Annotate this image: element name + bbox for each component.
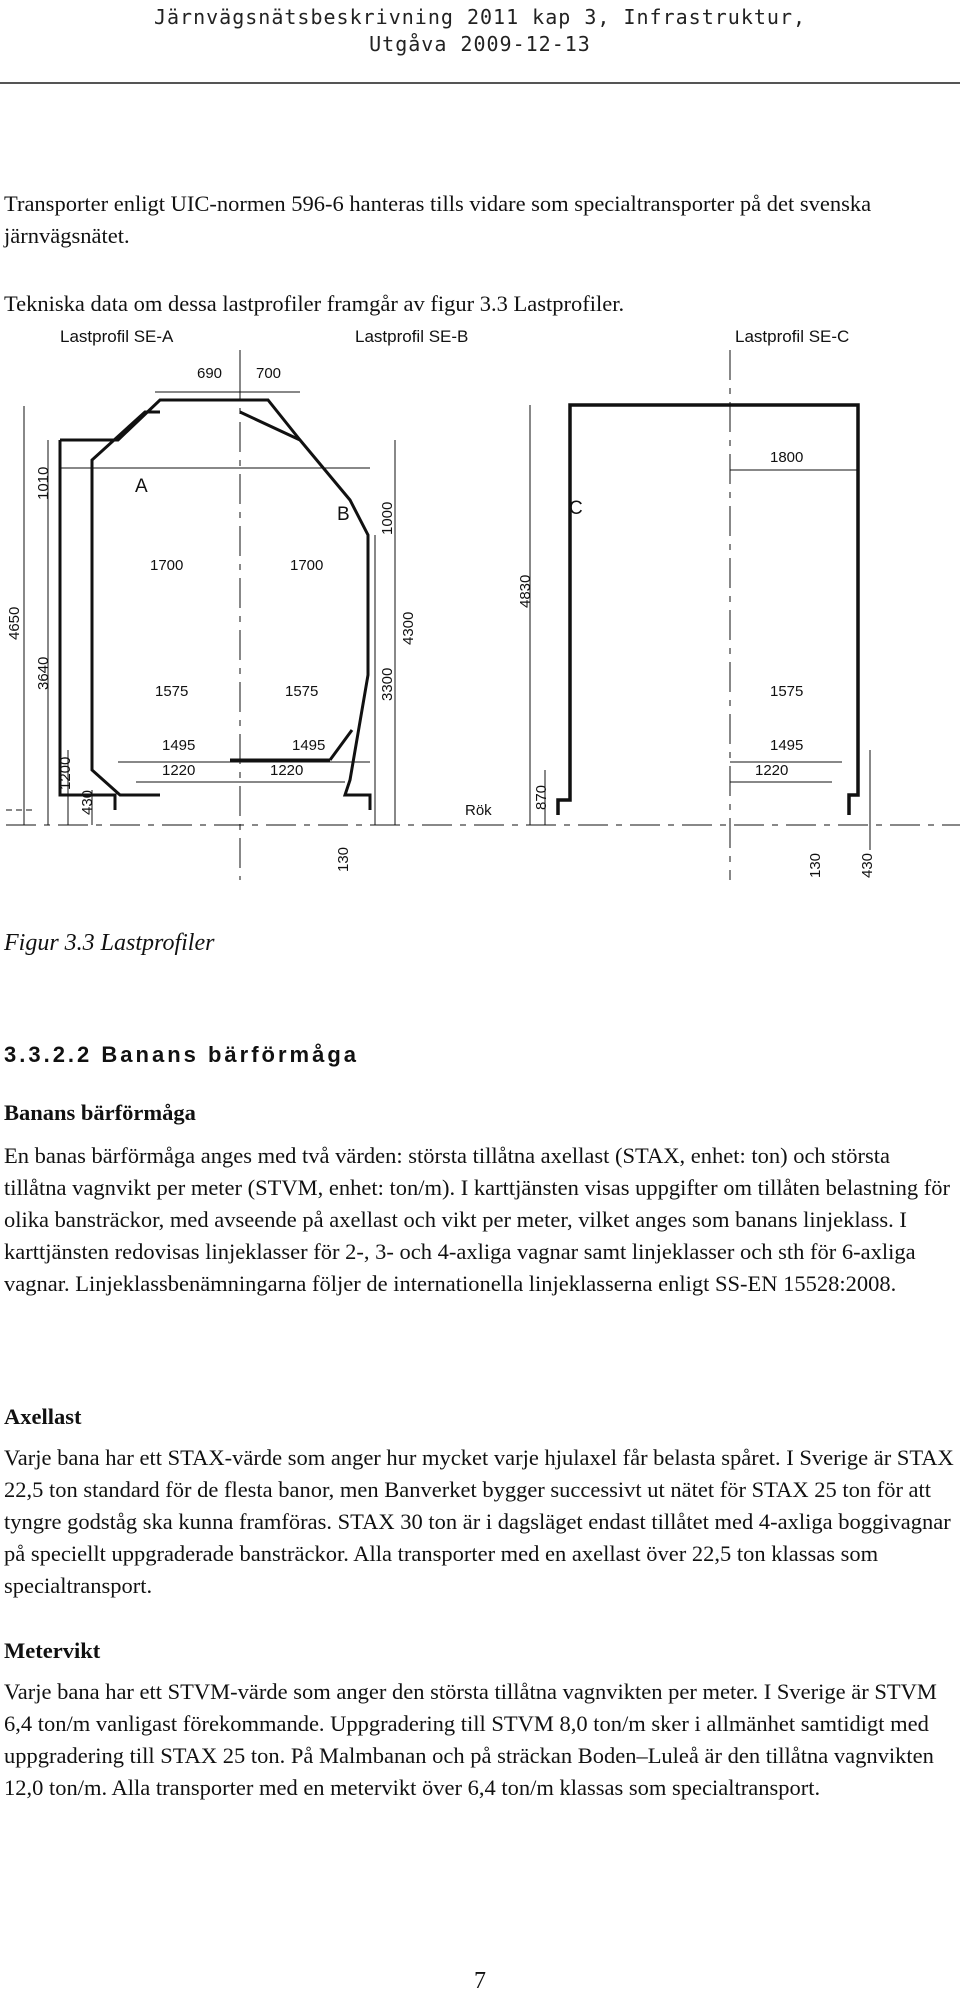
header-line-1: Järnvägsnätsbeskrivning 2011 kap 3, Infrastruktur, — [153, 5, 807, 29]
bearing-capacity-paragraph: En banas bärförmåga anges med två värden: största tillåtna axellast (STAX, enhet: ton) och största tillåtna vagnvikt per meter (STVM, enhet: ton/m). I karttjänsten visas uppgifter om tillåten belastning för olika bansträckor, med avseende på axellast och vikt per meter, vilket anges som banans linjeklass. I karttjänsten redovisas linjeklasser för 2-, 3- och 4-axliga vagnar samt linjeklasser och sth för 6-axliga vagnar. Linjeklassbenämningarna följer de internationella linjeklasserna enligt SS-EN 15528:2008. — [4, 1143, 951, 1296]
title-se-a: Lastprofil SE-A — [60, 327, 174, 346]
dim-1575c: 1575 — [770, 683, 804, 700]
dim-4830: 4830 — [517, 574, 534, 608]
dim-690: 690 — [197, 365, 223, 382]
dim-430a: 430 — [79, 789, 96, 815]
header-divider — [0, 82, 960, 84]
dim-1575b: 1575 — [285, 683, 319, 700]
dim-430b: 430 — [859, 852, 876, 878]
dim-870: 870 — [533, 784, 550, 810]
figure-caption: Figur 3.3 Lastprofiler — [4, 930, 215, 956]
dim-700: 700 — [256, 365, 282, 382]
profile-se-c — [570, 405, 858, 815]
metervikt-paragraph: Varje bana har ett STVM-värde som anger den största tillåtna vagnvikten per meter. I Sverige är STVM 6,4 ton/m vanligast förekommande. Uppgradering till STVM 8,0 ton/m sker i allmänhet samtidigt med uppgradering till STAX 25 ton. På Malmbanan och på sträckan Boden–Luleå är den tillåtna vagnvikten 12,0 ton/m. Alla transporter med en metervikt över 6,4 ton/m klassas som specialtransport. — [4, 1679, 937, 1800]
dim-4650: 4650 — [6, 606, 23, 640]
profile-se-b — [92, 412, 370, 810]
intro-paragraph-1: Transporter enligt UIC-normen 596-6 hanteras tills vidare som specialtransporter på det svenska järnvägsnätet. — [4, 191, 872, 248]
dim-1495b: 1495 — [292, 737, 326, 754]
intro-paragraph-2: Tekniska data om dessa lastprofiler framgår av figur 3.3 Lastprofiler. — [4, 291, 625, 316]
dim-1700b: 1700 — [290, 557, 324, 574]
header-line-2: Utgåva 2009-12-13 — [369, 32, 591, 56]
title-se-c: Lastprofil SE-C — [735, 327, 850, 346]
dim-1495a: 1495 — [162, 737, 196, 754]
dim-1010: 1010 — [35, 466, 52, 500]
axellast-paragraph: Varje bana har ett STAX-värde som anger hur mycket varje hjulaxel får belasta spåret. I Sverige är STAX 22,5 ton standard för de flesta banor, men Banverket bygger successivt ut nätet för STAX 25 ton för att tyngre godståg ska kunna framföras. STAX 30 ton är i dagsläget endast tillåtet med 4-axliga boggivagnar på speciellt uppgraderade bansträckor. Alla transporter med en axellast över 22,5 ton klassas som specialtransport. — [4, 1445, 954, 1598]
profile-se-a-top — [60, 400, 300, 440]
rok-label: Rök — [465, 802, 492, 819]
dim-4300: 4300 — [400, 611, 417, 645]
dim-1220b: 1220 — [270, 762, 304, 779]
dim-1220c: 1220 — [755, 762, 789, 779]
heading-metervikt: Metervikt — [4, 1638, 101, 1663]
subheading-bearing-capacity: Banans bärförmåga — [4, 1100, 196, 1125]
dim-130a: 130 — [335, 846, 352, 872]
section-heading: 3.3.2.2 Banans bärförmåga — [4, 1042, 360, 1067]
profile-letter-c: C — [569, 498, 583, 519]
page-number: 7 — [474, 1968, 486, 1994]
profile-letter-b: B — [337, 504, 350, 525]
dim-130b: 130 — [807, 852, 824, 878]
dim-1700a: 1700 — [150, 557, 184, 574]
dim-3300: 3300 — [379, 667, 396, 701]
dim-3640: 3640 — [35, 656, 52, 690]
dim-1000: 1000 — [379, 501, 396, 535]
page-header — [0, 0, 960, 58]
heading-axellast: Axellast — [4, 1404, 82, 1429]
title-se-b: Lastprofil SE-B — [355, 327, 469, 346]
dim-1220a: 1220 — [162, 762, 196, 779]
dim-1575a: 1575 — [155, 683, 189, 700]
profile-letter-a: A — [135, 476, 148, 497]
load-profile-figure — [0, 327, 960, 890]
dim-1200: 1200 — [57, 756, 74, 790]
dim-1495c: 1495 — [770, 737, 804, 754]
dim-1800: 1800 — [770, 449, 804, 466]
